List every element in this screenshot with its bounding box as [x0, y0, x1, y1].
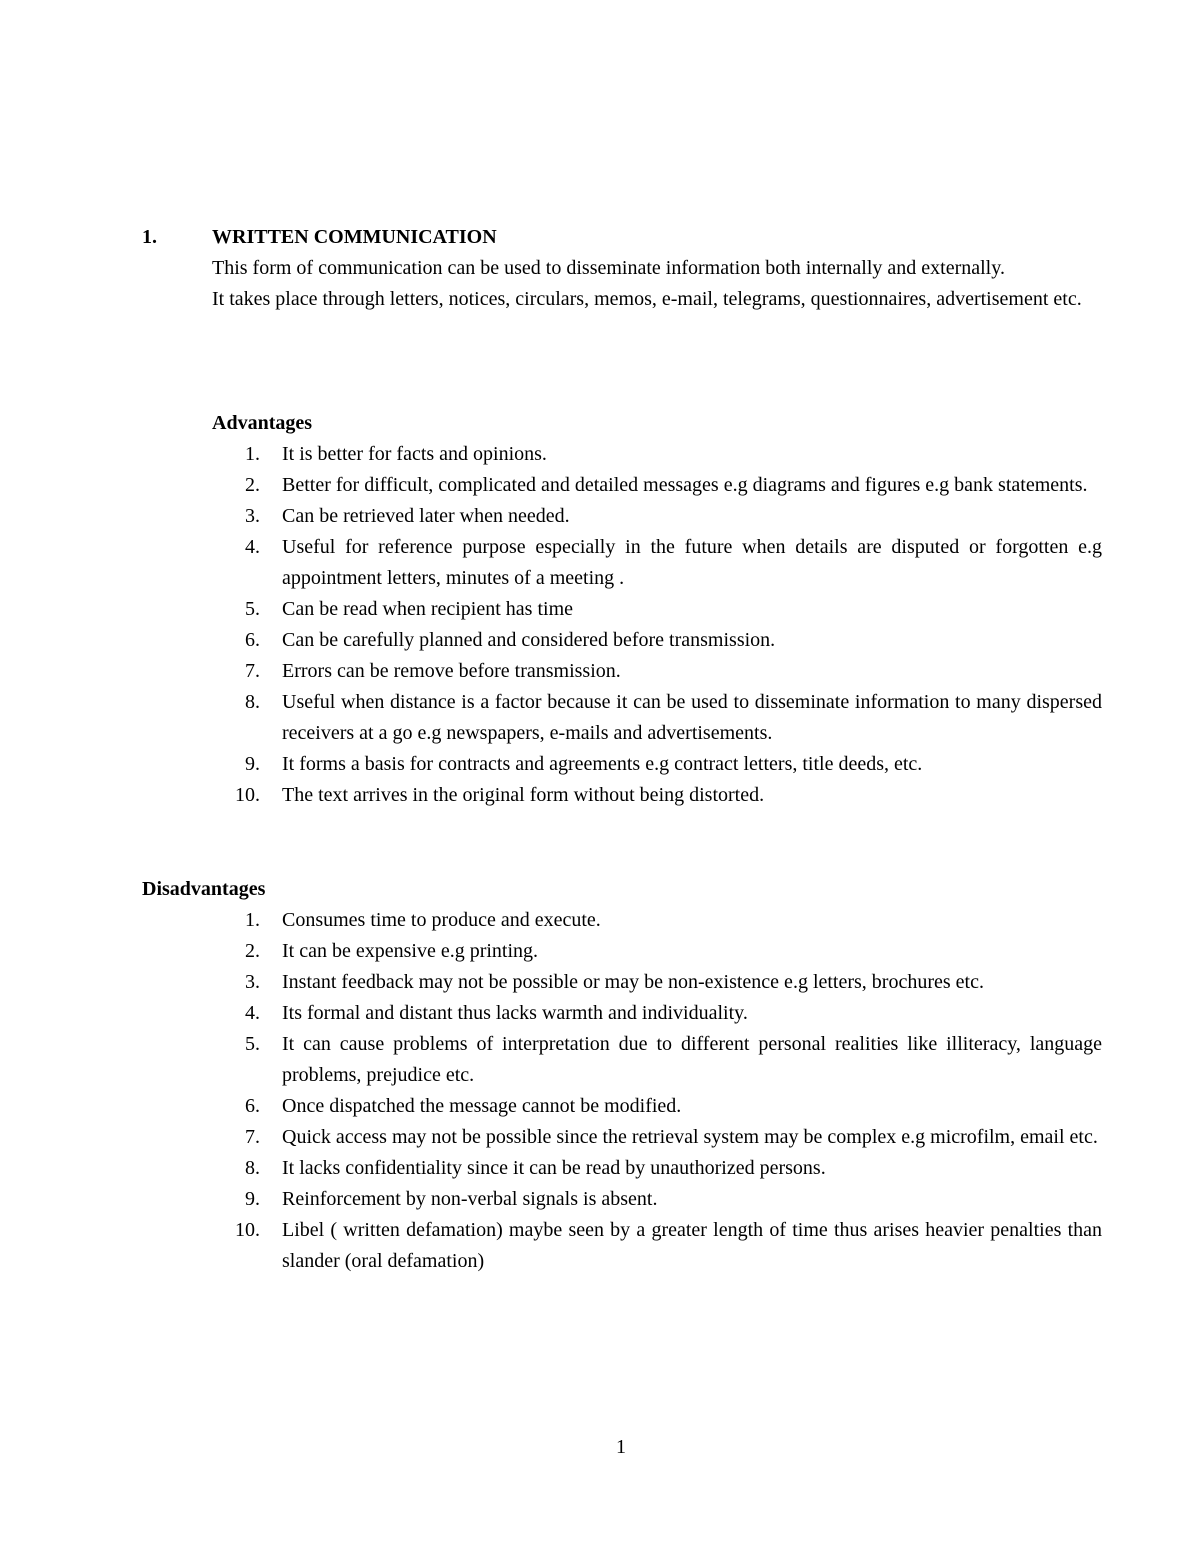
- list-item: [212, 656, 1102, 687]
- list-item-text: Better for difficult, complicated and detailed messages e.g diagrams and figures e.g bank statements.: [282, 474, 1088, 496]
- list-item-number: 1.: [245, 443, 260, 465]
- list-item-text: Can be read when recipient has time: [282, 598, 573, 620]
- advantages-list: [212, 439, 1102, 811]
- list-item-number: 2.: [245, 474, 260, 496]
- list-item: [212, 439, 1102, 470]
- list-item-text: It can be expensive e.g printing.: [282, 940, 539, 962]
- list-item-number: 8.: [245, 1157, 260, 1179]
- list-item-number: 4.: [245, 1002, 260, 1024]
- list-item-number: 6.: [245, 1095, 260, 1117]
- list-item-number: 3.: [245, 505, 260, 527]
- list-item: [212, 1215, 1102, 1277]
- list-item-number: 1.: [245, 909, 260, 931]
- disadvantages-list: [212, 905, 1102, 1277]
- list-item-text: Reinforcement by non-verbal signals is absent.: [282, 1188, 658, 1210]
- list-item: [212, 594, 1102, 625]
- list-item-text: It can cause problems of interpretation due to different personal realities like illiteracy, language problems, prejudice etc.: [282, 1033, 1102, 1086]
- list-item: [212, 936, 1102, 967]
- list-item-text: It is better for facts and opinions.: [282, 443, 547, 465]
- list-item-number: 2.: [245, 940, 260, 962]
- list-item-text: Useful for reference purpose especially in the future when details are disputed or forgotten e.g appointment letters, minutes of a meeting .: [282, 536, 1102, 589]
- list-item: [212, 625, 1102, 656]
- list-item-number: 7.: [245, 660, 260, 682]
- list-item-text: Useful when distance is a factor because it can be used to disseminate information to many dispersed receivers at a go e.g newspapers, e-mails and advertisements.: [282, 691, 1102, 744]
- list-item: [212, 1091, 1102, 1122]
- intro-paragraph: This form of communication can be used to disseminate information both internally and externally.: [212, 257, 1005, 279]
- section-number: 1.: [142, 226, 157, 248]
- section-title: WRITTEN COMMUNICATION: [212, 226, 497, 248]
- list-item-number: 9.: [245, 753, 260, 775]
- list-item-number: 10.: [235, 784, 260, 806]
- list-item-text: Libel ( written defamation) maybe seen by a greater length of time thus arises heavier penalties than slander (oral defamation): [282, 1219, 1102, 1272]
- disadvantages-heading: Disadvantages: [142, 878, 266, 900]
- list-item: [212, 1153, 1102, 1184]
- list-item: [212, 1184, 1102, 1215]
- list-item-text: Consumes time to produce and execute.: [282, 909, 601, 931]
- list-item: [212, 998, 1102, 1029]
- list-item: [212, 501, 1102, 532]
- list-item-text: Errors can be remove before transmission.: [282, 660, 621, 682]
- list-item: [212, 967, 1102, 998]
- list-item-number: 9.: [245, 1188, 260, 1210]
- list-item: [212, 1029, 1102, 1091]
- list-item-text: Its formal and distant thus lacks warmth and individuality.: [282, 1002, 748, 1024]
- intro-paragraph: It takes place through letters, notices, circulars, memos, e-mail, telegrams, questionnaires, advertisement etc.: [212, 288, 1082, 310]
- list-item-number: 5.: [245, 1033, 260, 1055]
- list-item-text: The text arrives in the original form without being distorted.: [282, 784, 765, 806]
- list-item: [212, 905, 1102, 936]
- list-item: [212, 470, 1102, 501]
- list-item-number: 4.: [245, 536, 260, 558]
- list-item-text: Instant feedback may not be possible or may be non-existence e.g letters, brochures etc.: [282, 971, 984, 993]
- list-item: [212, 1122, 1102, 1153]
- list-item: [212, 532, 1102, 594]
- list-item-text: Can be carefully planned and considered before transmission.: [282, 629, 776, 651]
- list-item-text: It forms a basis for contracts and agreements e.g contract letters, title deeds, etc.: [282, 753, 923, 775]
- list-item-number: 8.: [245, 691, 260, 713]
- list-item: [212, 687, 1102, 749]
- list-item-number: 5.: [245, 598, 260, 620]
- advantages-heading: Advantages: [212, 412, 313, 434]
- list-item-text: Can be retrieved later when needed.: [282, 505, 570, 527]
- list-item-text: It lacks confidentiality since it can be read by unauthorized persons.: [282, 1157, 826, 1179]
- list-item-number: 6.: [245, 629, 260, 651]
- page-number: 1: [616, 1436, 626, 1458]
- list-item-text: Quick access may not be possible since the retrieval system may be complex e.g microfilm, email etc.: [282, 1126, 1098, 1148]
- section-intro: [212, 253, 1102, 315]
- list-item: [212, 749, 1102, 780]
- list-item: [212, 780, 1102, 811]
- list-item-text: Once dispatched the message cannot be modified.: [282, 1095, 682, 1117]
- list-item-number: 3.: [245, 971, 260, 993]
- list-item-number: 7.: [245, 1126, 260, 1148]
- list-item-number: 10.: [235, 1219, 260, 1241]
